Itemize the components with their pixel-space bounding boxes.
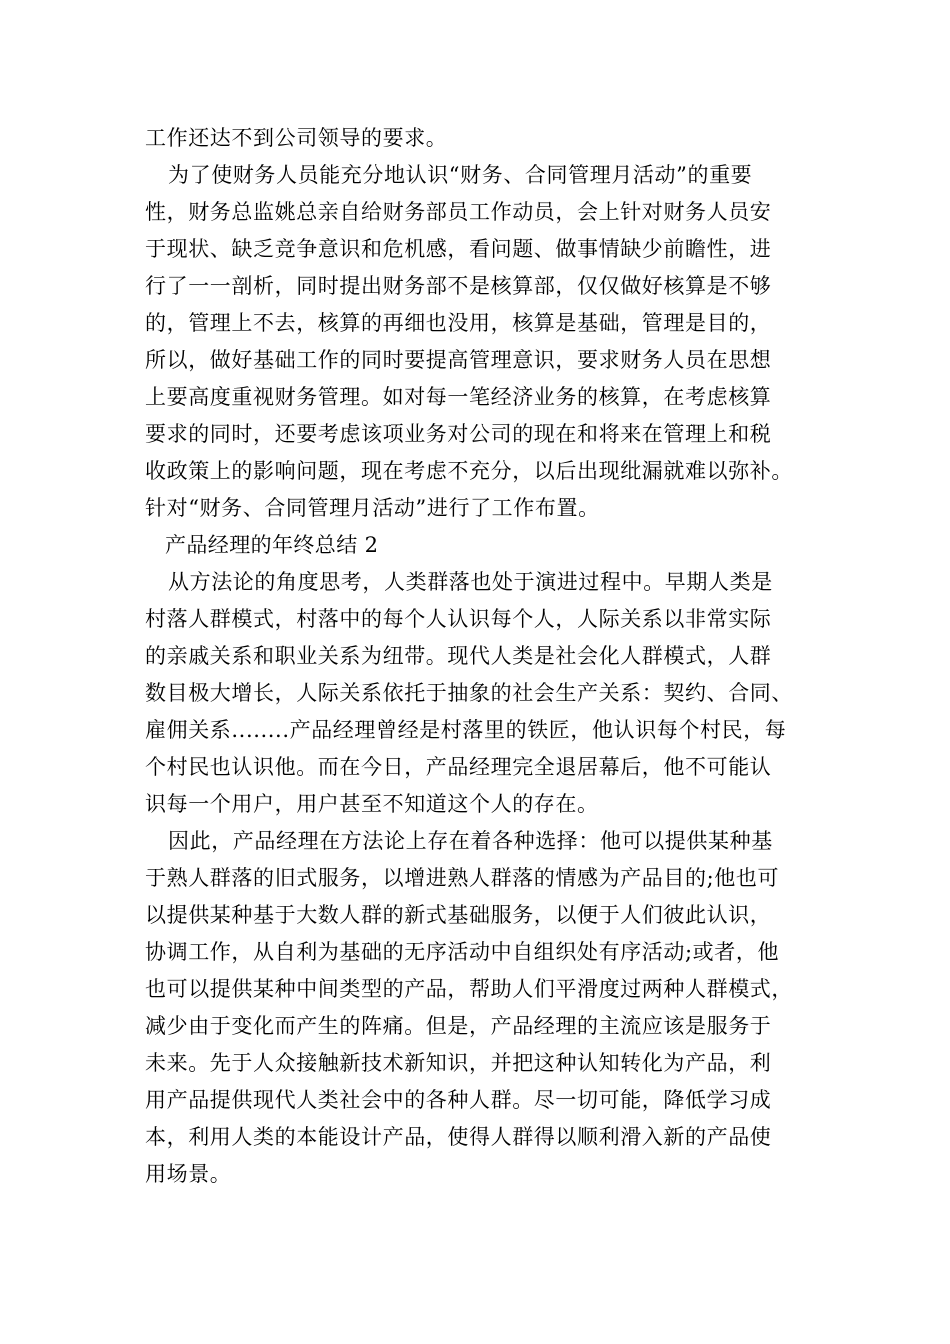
paragraph-line: 雇佣关系........产品经理曾经是村落里的铁匠，他认识每个村民，每 (145, 718, 787, 742)
paragraph-line: 要求的同时，还要考虑该项业务对公司的现在和将来在管理上和税 (145, 422, 772, 446)
paragraph-line: 识每一个用户，用户甚至不知道这个人的存在。 (145, 792, 599, 816)
paragraph-line: 工作还达不到公司领导的要求。 (145, 126, 448, 150)
paragraph-line: 用产品提供现代人类社会中的各种人群。尽一切可能，降低学习成 (145, 1088, 772, 1112)
section-heading: 产品经理的年终总结 2 (165, 533, 379, 557)
paragraph-line: 的，管理上不去，核算的再细也没用，核算是基础，管理是目的， (145, 311, 772, 335)
paragraph-line: 个村民也认识他。而在今日，产品经理完全退居幕后，他不可能认 (145, 755, 772, 779)
paragraph-line: 为了使财务人员能充分地认识“财务、合同管理月活动”的重要 (168, 163, 753, 187)
paragraph-line: 行了一一剖析，同时提出财务部不是核算部，仅仅做好核算是不够 (145, 274, 772, 298)
paragraph-line: 数目极大增长，人际关系依托于抽象的社会生产关系：契约、合同、 (145, 681, 793, 705)
paragraph-line: 本，利用人类的本能设计产品，使得人群得以顺利滑入新的产品使 (145, 1125, 772, 1149)
paragraph-line: 于现状、缺乏竞争意识和危机感，看问题、做事情缺少前瞻性，进 (145, 237, 772, 261)
paragraph-line: 的亲戚关系和职业关系为纽带。现代人类是社会化人群模式，人群 (145, 644, 772, 668)
paragraph-line: 于熟人群落的旧式服务，以增进熟人群落的情感为产品目的;他也可 (145, 866, 780, 890)
paragraph-line: 减少由于变化而产生的阵痛。但是，产品经理的主流应该是服务于 (145, 1014, 772, 1038)
paragraph-line: 以提供某种基于大数人群的新式基础服务，以便于人们彼此认识， (145, 903, 772, 927)
paragraph-line: 村落人群模式，村落中的每个人认识每个人，人际关系以非常实际 (145, 607, 772, 631)
paragraph-line: 也可以提供某种中间类型的产品，帮助人们平滑度过两种人群模式， (145, 977, 793, 1001)
paragraph-line: 性，财务总监姚总亲自给财务部员工作动员，会上针对财务人员安 (145, 200, 772, 224)
paragraph-line: 用场景。 (145, 1162, 232, 1186)
paragraph-line: 因此，产品经理在方法论上存在着各种选择：他可以提供某种基 (168, 829, 773, 853)
paragraph-line: 协调工作，从自利为基础的无序活动中自组织处有序活动;或者，他 (145, 940, 780, 964)
paragraph-line: 针对“财务、合同管理月活动”进行了工作布置。 (145, 496, 600, 520)
paragraph-line: 未来。先于人众接触新技术新知识，并把这种认知转化为产品，利 (145, 1051, 772, 1075)
paragraph-line: 上要高度重视财务管理。如对每一笔经济业务的核算，在考虑核算 (145, 385, 772, 409)
paragraph-line: 从方法论的角度思考，人类群落也处于演进过程中。早期人类是 (168, 570, 773, 594)
paragraph-line: 所以，做好基础工作的同时要提高管理意识，要求财务人员在思想 (145, 348, 772, 372)
paragraph-line: 收政策上的影响问题，现在考虑不充分，以后出现纰漏就难以弥补。 (145, 459, 793, 483)
